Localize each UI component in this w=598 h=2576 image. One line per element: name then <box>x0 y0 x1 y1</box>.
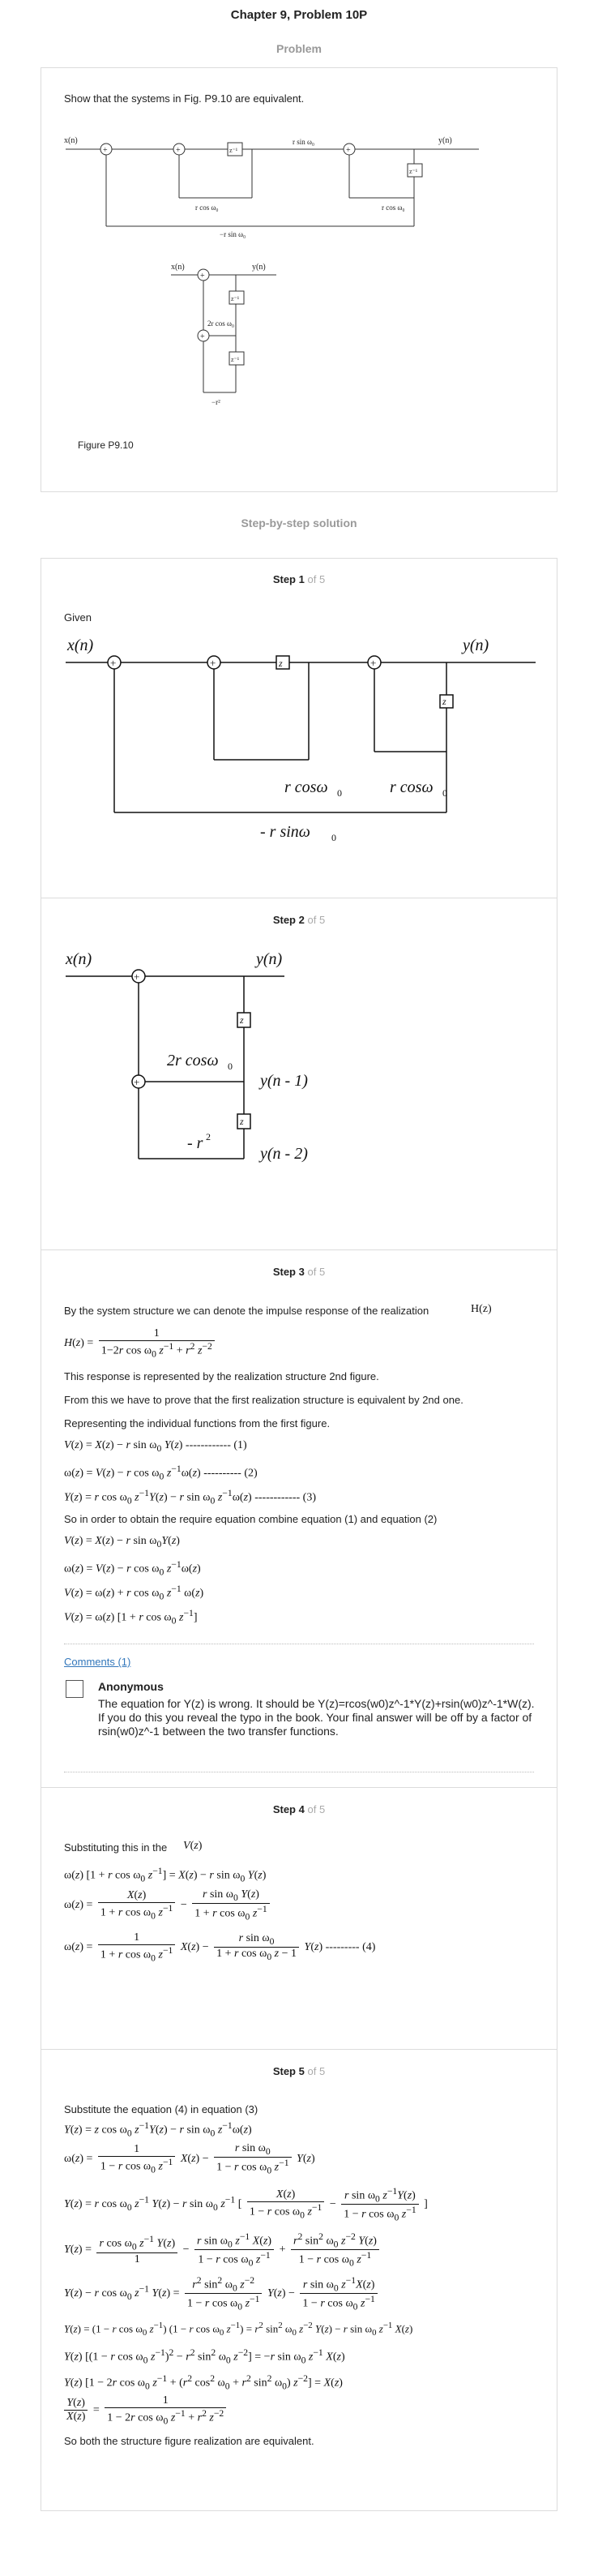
eq-3: Y(z) = r $\cos \omega_0$ $z^{-1}Y(z) - r$ $\sin \omega_0$ $z^{-1}\omega(z)$ ------------ (3) <box>64 1488 316 1507</box>
step2-y-label: y(n) <box>256 950 283 968</box>
step1-rcos1-label: r cosω <box>284 778 328 796</box>
step-5-header: Step 5 of 5 <box>272 2065 326 2077</box>
step2-yn1-label: y(n - 1) <box>260 1072 308 1090</box>
step-3-header: Step 3 of 5 <box>272 1266 326 1278</box>
step2-yn2-label: y(n - 2) <box>260 1145 308 1163</box>
eq-2: ω(z) = V(z) − r $\cos \omega_0$ $z^{-1}\omega(z)$ ---------- (2) <box>64 1464 258 1482</box>
step1-rcos2-label: r cosω <box>390 778 434 796</box>
svg-text:0: 0 <box>331 832 336 841</box>
step-4-intro: Substituting this in the <box>64 1841 168 1854</box>
solution-card: Step 1 of 5 Given + + + x(n) y(n) z z r cosω 0 r cosω 0 - r sinω 0 Step 2 of 5 + + x(n) y(n) z z 2r cosω 0 y(n - 1) y(n - 2) - r 2 Step 3 of 5 By the system structure we can denote the impulse response of the realization H(z) H(z) = $\frac{1}{1-2r \cos \omega_0 z^{-1} + r^2 z^{-2}}$ This response is represented by the realization structure 2nd figure. From this we have to prove that the first realization structure is equivalent by 2nd one. Representing the individual functions from the first figure. V(z) = X(z) − r $\sin \omega_0$ Y(z) ------------ (1) ω(z) = V(z) − r $\cos \omega_0$ $z^{-1}\omega(z)$ ---------- (2) Y(z) = r $\cos \omega_0$ $z^{-1}Y(z) - r$ $\sin \omega_0$ $z^{-1}\omega(z)$ ------------ (3) So in order to obtain the require equation combine equation (1) and equation (2) V(z) = X(z) − r $\sin \omega_0Y(z)$ ω(z) = V(z) − r $\cos \omega_0$ $z^{-1}\omega(z)$ V(z) = ω(z) + r $\cos \omega_0$ $z^{-1}$ ω(z) V(z) = ω(z) [1 + r $\cos \omega_0$ $z^{-1}$] Comments (1) Anonymous The equation for Y(z) is wrong. It should be Y(z)=rcos(w0)z^-1*Y(z)+rsin(w0)z^-1*W(z). If you do this you reveal the typo in the book. Your final answer will be off by a factor of rsin(w0)z^-1 between the two transfer functions. Step 4 of 5 Substituting this in the V(z) ω(z) [1 + r $\cos \omega_0$ $z^{-1}] = X(z) - r$ $\sin \omega_0$ Y(z) ω(z) = $\frac{X(z)}{1 + r \cos \omega_0 z^{-1}}$ − $\frac{r \sin \omega_0 Y(z)}{1 + r \cos \omega_0 z^{-1}}$ ω(z) = $\frac{1}{1 + r \cos \omega_0 z^{-1}}$ X(z) − $\frac{r \sin \omega_0}{1 + r \cos \omega_0 z - 1}$ Y(z) --------- (4) Step 5 of 5 Substitute the equation (4) in equation (3) Y(z) = z $\cos \omega_0$ $z^{-1}Y(z) - r$ $\sin \omega_0$ $z^{-1}\omega(z)$ ω(z) = $\frac{1}{1 - r \cos \omega_0 z^{-1}}$ X(z) − $\frac{r \sin \omega_0}{1 - r \cos \omega_0 z^{-1}}$ Y(z) Y(z) = r $\cos \omega_0$ $z^{-1}$ Y(z) − r $\sin \omega_0$ $z^{-1}$ [ $\frac{X(z)}{1 - r \cos \omega_0 z^{-1}}$ − $\frac{r \sin \omega_0 z^{-1}Y(z)}{1 - r \cos \omega_0 z^{-1}}$ ] Y(z) = $\frac{r \cos \omega_0 z^{-1} Y(z)}{1}$ − $\frac{r \sin \omega_0 z^{-1} X(z)}{1 - r \cos \omega_0 z^{-1}}$ + $\frac{r^2 \sin^2 \omega_0 z^{-2} Y(z)}{1 - r \cos \omega_0 z^{-1}}$ Y(z) − r $\cos \omega_0$ $z^{-1}$ Y(z) = $\frac{r^2 \sin^2 \omega_0 z^{-2}}{1 - r \cos \omega_0 z^{-1}}$ Y(z) − $\frac{r \sin \omega_0 z^{-1}X(z)}{1 - r \cos \omega_0 z^{-1}}$ Y(z) = (1 − r $\cos \omega_0$ $z^{-1}$) (1 − r $\cos \omega_0$ $z^{-1}) = r^2$ $\sin^2 \omega_0$ $z^{-2}$ Y(z) − r $\sin \omega_0$ $z^{-1}$ X(z) Y(z) [(1 − r $\cos \omega_0$ $z^{-1})^2 - r^2$ $\sin^2 \omega_0$ $z^{-2}] = -r$ $\sin \omega_0$ $z^{-1}$ X(z) Y(z) [1 − 2r $\cos \omega_0$ $z^{-1} + (r^2$ $\cos^2 \omega_0 + r^2$ $\sin^2 \omega_0$) $z^{-2}] = X(z)$ $\frac{Y(z)}{X(z)}$ = $\frac{1}{1 - 2r \cos \omega_0 z^{-1} + r^2 z^{-2}}$ So both the structure figure realization are equivalent. <box>41 558 557 2511</box>
step1-delay-2: z <box>442 696 446 707</box>
svg-text:+: + <box>103 146 108 155</box>
eq-4b: ω(z) = $\frac{X(z)}{1 + r \cos \omega_0 z^{-1}}$ − $\frac{r \sin \omega_0 Y(z)}{1 + r \cos \omega_0 z^{-1}}$ <box>64 1888 272 1922</box>
step-3-line2: From this we have to prove that the first realization structure is equivalent by 2nd one. <box>64 1394 463 1406</box>
solution-label: Step-by-step solution <box>241 516 357 529</box>
svg-text:0: 0 <box>442 787 447 799</box>
step1-x-label: x(n) <box>67 636 94 654</box>
step2-r2-label: - r <box>187 1134 203 1152</box>
svg-text:z: z <box>240 1116 244 1127</box>
svg-text:+: + <box>370 657 377 669</box>
step1-y-label: y(n) <box>463 636 489 654</box>
svg-text:2: 2 <box>206 1131 211 1142</box>
eq-4a: ω(z) [1 + r $\cos \omega_0$ $z^{-1}] = X(z) - r$ $\sin \omega_0$ Y(z) <box>64 1866 267 1884</box>
svg-text:0: 0 <box>337 787 342 799</box>
fig2-y-label: y(n) <box>252 263 266 272</box>
fig2-rcos-label: 2r cos ω₀ <box>207 319 235 328</box>
fig2-x-label: x(n) <box>171 263 185 272</box>
step-1-header: Step 1 of 5 <box>272 573 326 585</box>
fig2-delay-2: z⁻¹ <box>231 356 240 363</box>
step2-rcos-label: 2r cosω <box>167 1052 219 1069</box>
step1-delay-1: z <box>279 658 283 669</box>
fig1-rcos1-label: r cos ω₀ <box>195 204 219 212</box>
svg-text:z: z <box>240 1014 244 1026</box>
svg-text:+: + <box>176 146 181 155</box>
step-5-intro: Substitute the equation (4) in equation (3) <box>64 2103 258 2115</box>
page-title: Chapter 9, Problem 10P <box>230 8 368 22</box>
step-3-line3: Representing the individual functions from the first figure. <box>64 1417 331 1429</box>
comment-author: Anonymous <box>98 1680 164 1693</box>
eq-4: ω(z) = $\frac{1}{1 + r \cos \omega_0 z^{-1}}$ X(z) − $\frac{r \sin \omega_0}{1 + r \cos \omega_0 z - 1}$ Y(z) --------- (4) <box>64 1931 376 1964</box>
svg-text:+: + <box>200 332 205 341</box>
step-3-line1: This response is represented by the realization structure 2nd figure. <box>64 1370 379 1382</box>
svg-text:+: + <box>134 971 140 983</box>
fig1-rcos2-label: r cos ω₀ <box>382 204 405 212</box>
comments-link[interactable]: Comments (1) <box>64 1656 131 1668</box>
fig1-rsin-label: r sin ω₀ <box>293 138 315 146</box>
problem-card <box>41 67 557 492</box>
comment-checkbox[interactable] <box>66 1680 83 1698</box>
fig2-delay-1: z⁻¹ <box>231 295 240 302</box>
fig1-x-label: x(n) <box>64 136 78 145</box>
step-3-intro: By the system structure we can denote the impulse response of the realization <box>64 1305 429 1317</box>
step-1-given: Given <box>64 611 92 624</box>
step-3-intro-math: H(z) <box>471 1303 492 1315</box>
fig1-neg-rsin-label: −r sin ω₀ <box>220 230 246 238</box>
step-4-header: Step 4 of 5 <box>272 1803 326 1815</box>
step2-x-label: x(n) <box>66 950 92 968</box>
problem-statement: Show that the systems in Fig. P9.10 are equivalent. <box>64 92 305 105</box>
figure-caption: Figure P9.10 <box>78 439 134 451</box>
eq-hz: H(z) = $\frac{1}{1-2r \cos \omega_0 z^{-1} + r^2 z^{-2}}$ <box>64 1327 217 1359</box>
eq-1: V(z) = X(z) − r $\sin \omega_0$ Y(z) ------------ (1) <box>64 1439 247 1454</box>
figure-2 <box>163 263 325 425</box>
svg-text:+: + <box>134 1076 140 1088</box>
comment-body: The equation for Y(z) is wrong. It should be Y(z)=rcos(w0)z^-1*Y(z)+rsin(w0)z^-1*W(z). If you do this you reveal the typo in the book. Your final answer will be off by a factor of rsin(w0)z^-1 between the two transfer functions. <box>98 1697 535 1738</box>
svg-text:+: + <box>210 657 216 669</box>
fig1-delay-2: z⁻¹ <box>409 168 418 175</box>
step-2-header: Step 2 of 5 <box>272 914 326 926</box>
step-1-diagram <box>58 630 544 841</box>
step-5-conclusion: So both the structure figure realization are equivalent. <box>64 2435 314 2447</box>
fig1-y-label: y(n) <box>438 136 452 145</box>
problem-label: Problem <box>276 42 322 55</box>
step-2-diagram <box>58 944 382 1179</box>
svg-text:+: + <box>346 146 351 155</box>
figure-1 <box>58 117 495 238</box>
fig1-delay-1: z⁻¹ <box>229 147 238 154</box>
svg-text:+: + <box>200 272 205 281</box>
svg-text:+: + <box>110 657 117 669</box>
fig2-r2-label: −r² <box>211 398 220 406</box>
step1-neg-rsin-label: - r sinω <box>260 823 310 841</box>
svg-text:0: 0 <box>228 1061 233 1072</box>
step-3-line4: So in order to obtain the require equation combine equation (1) and equation (2) <box>64 1513 438 1525</box>
